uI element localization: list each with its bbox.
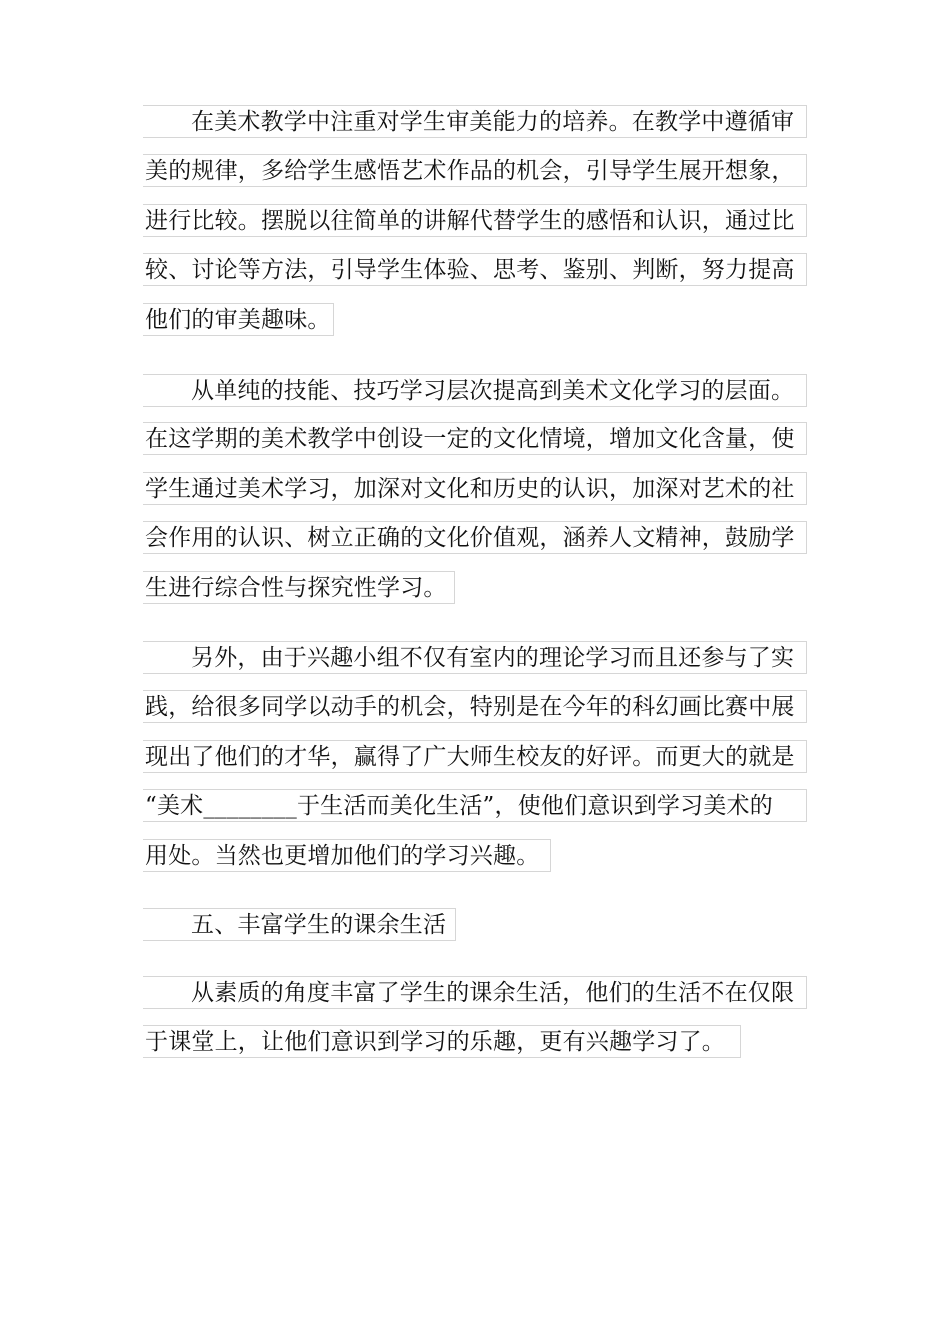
paragraph-2-line-5: 生进行综合性与探究性学习。 [143,571,455,604]
paragraph-1-line-4: 较、讨论等方法，引导学生体验、思考、鉴别、判断，努力提高 [143,253,807,286]
paragraph-1-line-5: 他们的审美趣味。 [143,303,334,336]
paragraph-2-line-1: 从单纯的技能、技巧学习层次提高到美术文化学习的层面。 [143,374,807,407]
paragraph-3-line-5: 用处。当然也更增加他们的学习兴趣。 [143,839,551,872]
paragraph-1-line-1: 在美术教学中注重对学生审美能力的培养。在教学中遵循审 [143,105,807,138]
paragraph-4-line-2: 于课堂上，让他们意识到学习的乐趣，更有兴趣学习了。 [143,1025,741,1058]
paragraph-1-line-2: 美的规律，多给学生感悟艺术作品的机会，引导学生展开想象， [143,154,807,187]
paragraph-4-line-1: 从素质的角度丰富了学生的课余生活，他们的生活不在仅限 [143,976,807,1009]
paragraph-1-line-3: 进行比较。摆脱以往简单的讲解代替学生的感悟和认识，通过比 [143,204,807,237]
paragraph-2-line-3: 学生通过美术学习，加深对文化和历史的认识，加深对艺术的社 [143,472,807,505]
paragraph-3-line-4: “美术________于生活而美化生活”，使他们意识到学习美术的 [143,789,807,822]
paragraph-2-line-4: 会作用的认识、树立正确的文化价值观，涵养人文精神，鼓励学 [143,521,807,554]
paragraph-2-line-2: 在这学期的美术教学中创设一定的文化情境，增加文化含量，使 [143,422,807,455]
paragraph-3-line-2: 践，给很多同学以动手的机会，特别是在今年的科幻画比赛中展 [143,690,807,723]
section-heading: 五、丰富学生的课余生活 [143,908,456,941]
paragraph-3-line-3: 现出了他们的才华，赢得了广大师生校友的好评。而更大的就是 [143,740,807,773]
paragraph-3-line-1: 另外，由于兴趣小组不仅有室内的理论学习而且还参与了实 [143,641,807,674]
